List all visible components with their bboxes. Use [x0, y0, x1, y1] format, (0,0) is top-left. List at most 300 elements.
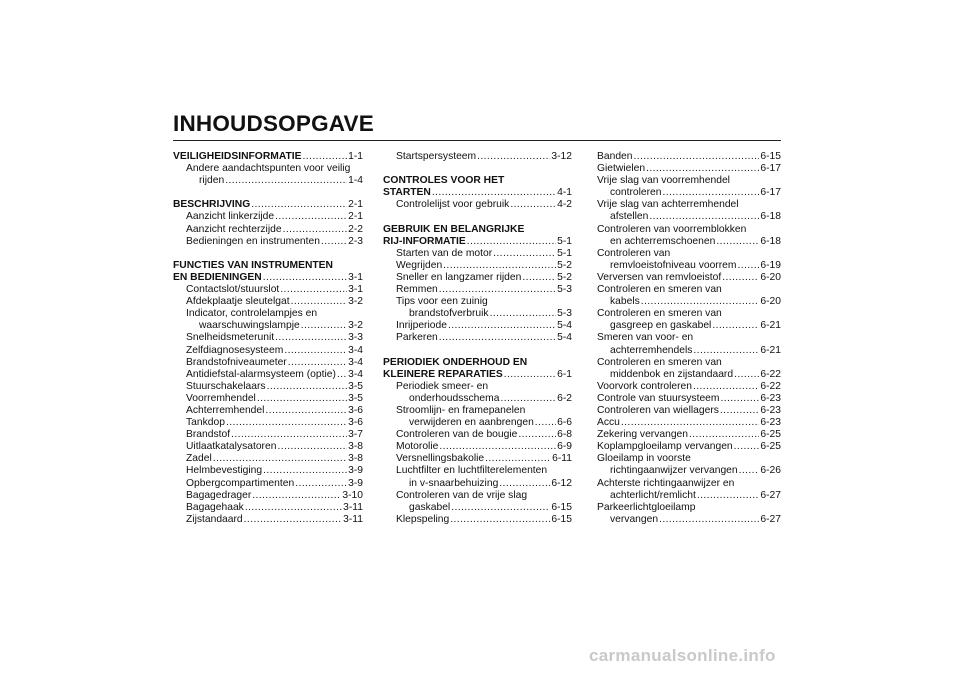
toc-entry[interactable] — [383, 502, 572, 514]
toc-spacer — [173, 248, 363, 260]
toc-entry — [597, 175, 781, 187]
toc-entry-title: rijden — [199, 175, 225, 187]
toc-leader-dots — [716, 236, 759, 248]
toc-leader-dots — [634, 151, 760, 163]
toc-page-number: 3-1 — [348, 284, 363, 296]
toc-entry[interactable] — [383, 248, 572, 260]
page-title: INHOUDSOPGAVE — [173, 111, 374, 136]
toc-entry[interactable] — [383, 393, 572, 405]
toc-leader-dots — [301, 320, 347, 332]
toc-leader-dots — [225, 175, 347, 187]
toc-entry[interactable] — [173, 320, 363, 332]
toc-page-number: 6-15 — [551, 513, 572, 525]
toc-entry-title: GEBRUIK EN BELANGRIJKE — [383, 223, 525, 235]
toc-entry-title: Klepspeling — [396, 513, 450, 525]
toc-page-number: 3-2 — [348, 320, 363, 332]
toc-entry[interactable] — [597, 187, 781, 199]
toc-entry[interactable] — [597, 381, 781, 393]
toc-page-number: 1-4 — [348, 175, 363, 187]
toc-entry-title: achterremhendels — [610, 344, 693, 356]
toc-entry-title: Starten van de motor — [396, 247, 493, 259]
toc-leader-dots — [275, 332, 347, 344]
toc-leader-dots — [663, 187, 760, 199]
toc-leader-dots — [504, 369, 556, 381]
toc-entry-title: middenbok en zijstandaard — [610, 368, 734, 380]
toc-entry[interactable] — [173, 417, 363, 429]
toc-entry-title: Luchtfilter en luchtfilterelementen — [396, 465, 548, 477]
toc-page-number: 3-12 — [551, 151, 572, 162]
toc-page-number: 6-27 — [760, 513, 781, 525]
toc-entry-title: Bagagehaak — [186, 501, 244, 513]
toc-entry[interactable] — [383, 199, 572, 211]
toc-page-number: 2-1 — [348, 211, 363, 223]
toc-page-number: 6-20 — [760, 296, 781, 308]
toc-entry[interactable] — [597, 163, 781, 175]
toc-entry[interactable] — [383, 272, 572, 284]
toc-entry[interactable] — [383, 429, 572, 441]
toc-page-number: 5-2 — [557, 259, 572, 271]
toc-entry — [383, 405, 572, 417]
toc-page-number: 6-23 — [760, 404, 781, 416]
toc-entry-title: Voorremhendel — [186, 392, 256, 404]
toc-spacer — [383, 211, 572, 223]
toc-entry-title: Controleren van de vrije slag — [396, 489, 528, 501]
toc-entry[interactable] — [173, 514, 363, 526]
toc-section-heading[interactable] — [173, 199, 363, 211]
toc-page-number: 3-8 — [348, 453, 363, 465]
toc-page-number: 6-12 — [551, 477, 572, 489]
toc-entry-title: Stroomlijn- en framepanelen — [396, 404, 526, 416]
toc-entry-title: Indicator, controlelampjes en — [186, 308, 318, 320]
toc-entry — [597, 332, 781, 344]
toc-entry[interactable] — [383, 417, 572, 429]
toc-entry[interactable] — [173, 224, 363, 236]
toc-entry[interactable] — [173, 296, 363, 308]
toc-leader-dots — [284, 345, 347, 357]
toc-entry-title: Zelfdiagnosesysteem — [186, 344, 284, 356]
toc-leader-dots — [499, 478, 550, 490]
toc-entry-title: Accu — [597, 417, 620, 429]
toc-leader-dots — [321, 236, 347, 248]
toc-entry[interactable] — [597, 345, 781, 357]
toc-entry — [597, 284, 781, 296]
toc-entry-title: Bagagedrager — [186, 489, 252, 501]
toc-entry-title: Controle van stuursysteem — [597, 392, 720, 404]
toc-entry[interactable] — [383, 284, 572, 296]
toc-leader-dots — [280, 284, 347, 296]
toc-section-heading[interactable] — [173, 151, 363, 163]
toc-leader-dots — [303, 151, 348, 163]
toc-page-number: 4-2 — [557, 199, 572, 211]
toc-entry-title: kabels — [610, 296, 640, 308]
toc-entry[interactable] — [597, 490, 781, 502]
toc-entry[interactable] — [597, 429, 781, 441]
toc-entry-title: Smeren van voor- en — [597, 332, 694, 344]
toc-leader-dots — [439, 284, 556, 296]
toc-leader-dots — [432, 187, 556, 199]
toc-leader-dots — [244, 514, 342, 526]
toc-entry-title: FUNCTIES VAN INSTRUMENTEN — [173, 259, 333, 271]
toc-page-number: 3-9 — [348, 477, 363, 489]
toc-page-number: 6-8 — [557, 429, 572, 441]
toc-leader-dots — [288, 357, 347, 369]
toc-entry[interactable] — [383, 151, 572, 163]
toc-entry-title: Antidiefstal-alarmsysteem (optie) — [186, 368, 336, 380]
toc-page-number: 5-1 — [557, 247, 572, 259]
toc-leader-dots — [263, 272, 347, 284]
toc-entry-title: Startspersysteem — [396, 151, 477, 162]
toc-entry[interactable] — [173, 357, 363, 369]
toc-entry-title: Andere aandachtspunten voor veilig — [186, 163, 351, 175]
toc-page-number: 6-26 — [760, 465, 781, 477]
toc-entry[interactable] — [383, 332, 572, 344]
toc-leader-dots — [295, 478, 347, 490]
title-underline — [173, 140, 781, 141]
toc-page-number: 6-15 — [551, 501, 572, 513]
toc-leader-dots — [510, 199, 556, 211]
toc-entry-title: STARTEN — [383, 187, 431, 199]
toc-entry-title: controleren — [610, 187, 662, 199]
toc-entry-title: RIJ-INFORMATIE — [383, 235, 466, 247]
toc-leader-dots — [443, 260, 556, 272]
toc-leader-dots — [734, 369, 759, 381]
toc-section-heading[interactable] — [383, 236, 572, 248]
toc-page-number: 6-20 — [760, 271, 781, 283]
toc-entry[interactable] — [173, 393, 363, 405]
toc-page-number: 5-4 — [557, 320, 572, 332]
toc-entry — [383, 381, 572, 393]
toc-page-number: 6-11 — [552, 453, 572, 465]
toc-entry-title: Versnellingsbakolie — [396, 453, 485, 465]
toc-entry-title: Achterste richtingaanwijzer en — [597, 477, 735, 489]
toc-leader-dots — [439, 332, 556, 344]
toc-page-number: 4-1 — [557, 187, 572, 199]
toc-page-number: 6-22 — [760, 368, 781, 380]
toc-entry[interactable] — [597, 272, 781, 284]
toc-leader-dots — [500, 393, 556, 405]
toc-leader-dots — [252, 490, 341, 502]
toc-page-number: 6-18 — [760, 235, 781, 247]
toc-section-heading[interactable] — [173, 272, 363, 284]
toc-page-number: 6-18 — [760, 211, 781, 223]
toc-entry-title: Gietwielen — [597, 163, 646, 175]
toc-leader-dots — [257, 393, 347, 405]
toc-page-number: 6-25 — [760, 441, 781, 453]
toc-entry-title: EN BEDIENINGEN — [173, 271, 262, 283]
toc-entry-title: Tips voor een zuinig — [396, 296, 488, 308]
toc-entry-title: Brandstofniveaumeter — [186, 356, 287, 368]
toc-spacer — [383, 345, 572, 357]
toc-entry[interactable] — [597, 417, 781, 429]
toc-entry-title: KLEINERE REPARATIES — [383, 368, 503, 380]
toc-entry[interactable] — [597, 405, 781, 417]
toc-entry-title: Zekering vervangen — [597, 429, 689, 441]
toc-entry-title: Sneller en langzamer rijden — [396, 271, 522, 283]
toc-page-number: 6-9 — [557, 441, 572, 453]
toc-entry — [597, 502, 781, 514]
toc-entry-title: in v-snaarbehuizing — [409, 477, 499, 489]
toc-entry[interactable] — [383, 514, 572, 526]
toc-entry[interactable] — [173, 502, 363, 514]
toc-entry — [173, 163, 363, 175]
toc-leader-dots — [275, 211, 347, 223]
toc-entry-title: Zijstandaard — [186, 513, 243, 525]
toc-leader-dots — [535, 417, 556, 429]
toc-entry[interactable] — [597, 514, 781, 526]
toc-entry[interactable] — [383, 441, 572, 453]
toc-leader-dots — [490, 308, 557, 320]
toc-leader-dots — [641, 296, 760, 308]
toc-entry-title: Afdekplaatje sleutelgat — [186, 296, 290, 308]
toc-entry-title: Inrijperiode — [396, 320, 447, 332]
toc-leader-dots — [485, 453, 551, 465]
toc-leader-dots — [448, 320, 556, 332]
toc-entry[interactable] — [173, 369, 363, 381]
toc-leader-dots — [245, 502, 342, 514]
toc-leader-dots — [477, 151, 550, 163]
toc-entry[interactable] — [173, 441, 363, 453]
toc-column-1 — [173, 151, 363, 526]
toc-leader-dots — [621, 417, 759, 429]
toc-entry-title: achterlicht/remlicht — [610, 489, 696, 501]
toc-leader-dots — [231, 429, 347, 441]
toc-entry-title: Periodiek smeer- en — [396, 380, 489, 392]
toc-page-number: 6-22 — [760, 380, 781, 392]
toc-page-number: 3-3 — [348, 332, 363, 344]
toc-page-number: 3-8 — [348, 441, 363, 453]
toc-entry[interactable] — [597, 296, 781, 308]
toc-page-number: 1-1 — [348, 151, 363, 162]
toc-leader-dots — [739, 465, 760, 477]
toc-page-number: 3-9 — [348, 465, 363, 477]
toc-entry-title: PERIODIEK ONDERHOUD EN — [383, 356, 528, 368]
toc-page-number: 2-3 — [348, 235, 363, 247]
toc-entry-title: afstellen — [610, 211, 649, 223]
toc-leader-dots — [693, 345, 759, 357]
toc-entry — [383, 465, 572, 477]
toc-entry-title: Controleren van wiellagers — [597, 404, 719, 416]
toc-entry-title: VEILIGHEIDSINFORMATIE — [173, 151, 302, 162]
toc-entry[interactable] — [597, 465, 781, 477]
toc-entry-title: Controlelijst voor gebruik — [396, 199, 510, 211]
toc-entry — [597, 199, 781, 211]
toc-entry-title: Bedieningen en instrumenten — [186, 235, 320, 247]
toc-leader-dots — [722, 272, 759, 284]
toc-leader-dots — [291, 296, 347, 308]
toc-entry-title: Stuurschakelaars — [186, 380, 266, 392]
toc-page-number: 6-2 — [557, 392, 572, 404]
toc-section-heading — [383, 175, 572, 187]
toc-section-heading[interactable] — [383, 187, 572, 199]
toc-page-number: 6-17 — [760, 187, 781, 199]
toc-entry[interactable] — [173, 453, 363, 465]
toc-entry[interactable] — [173, 284, 363, 296]
toc-entry — [383, 490, 572, 502]
toc-leader-dots — [646, 163, 759, 175]
toc-entry[interactable] — [597, 151, 781, 163]
toc-page-number: 6-27 — [760, 489, 781, 501]
toc-entry — [597, 308, 781, 320]
toc-leader-dots — [712, 320, 759, 332]
watermark-text: carmanualsonline.info — [589, 646, 776, 665]
toc-entry-title: brandstofverbruik — [409, 308, 489, 320]
toc-leader-dots — [267, 381, 348, 393]
toc-page-number: 6-21 — [760, 320, 781, 332]
toc-entry-title: BESCHRIJVING — [173, 199, 251, 211]
toc-page-number: 3-1 — [348, 271, 363, 283]
toc-entry-title: Banden — [597, 151, 633, 162]
toc-entry-title: Koplampgloeilamp vervangen — [597, 441, 733, 453]
toc-entry-title: Remmen — [396, 284, 438, 296]
toc-entry[interactable] — [173, 175, 363, 187]
toc-page-number: 5-2 — [557, 271, 572, 283]
toc-leader-dots — [720, 393, 759, 405]
toc-entry-title: richtingaanwijzer vervangen — [610, 465, 738, 477]
toc-entry-title: Aanzicht rechterzijde — [186, 223, 282, 235]
toc-entry[interactable] — [173, 345, 363, 357]
toc-leader-dots — [263, 465, 347, 477]
toc-page-number: 3-6 — [348, 404, 363, 416]
toc-entry-title: Parkeerlichtgloeilamp — [597, 501, 696, 513]
toc-entry — [383, 296, 572, 308]
toc-entry[interactable] — [383, 260, 572, 272]
toc-entry-title: Controleren en smeren van — [597, 356, 722, 368]
toc-entry[interactable] — [173, 332, 363, 344]
toc-entry[interactable] — [383, 478, 572, 490]
toc-page-number: 3-2 — [348, 296, 363, 308]
toc-leader-dots — [213, 453, 347, 465]
toc-entry-title: Gloeilamp in voorste — [597, 453, 691, 465]
toc-entry-title: Aanzicht linkerzijde — [186, 211, 275, 223]
toc-entry — [597, 224, 781, 236]
toc-entry[interactable] — [597, 260, 781, 272]
toc-section-heading — [383, 224, 572, 236]
toc-page-number: 3-7 — [348, 429, 363, 441]
toc-entry — [173, 308, 363, 320]
toc-entry — [597, 248, 781, 260]
toc-entry-title: verwijderen en aanbrengen — [409, 417, 534, 429]
toc-entry[interactable] — [173, 429, 363, 441]
toc-entry-title: en achterremschoenen — [610, 235, 716, 247]
toc-entry[interactable] — [173, 490, 363, 502]
toc-entry-title: Motorolie — [396, 441, 439, 453]
toc-leader-dots — [720, 405, 759, 417]
toc-entry-title: onderhoudsschema — [409, 392, 500, 404]
toc-leader-dots — [522, 272, 556, 284]
toc-leader-dots — [265, 405, 347, 417]
toc-entry-title: Vrije slag van voorremhendel — [597, 175, 730, 187]
toc-entry-title: remvloeistofniveau voorrem — [610, 259, 737, 271]
toc-entry[interactable] — [597, 236, 781, 248]
toc-entry-title: Zadel — [186, 453, 212, 465]
toc-entry-title: Snelheidsmeterunit — [186, 332, 275, 344]
toc-page-number: 2-2 — [348, 223, 363, 235]
toc-spacer — [383, 163, 572, 175]
toc-page-number: 6-25 — [760, 429, 781, 441]
toc-page-number: 6-23 — [760, 417, 781, 429]
toc-entry-title: Voorvork controleren — [597, 380, 693, 392]
toc-entry[interactable] — [597, 211, 781, 223]
toc-leader-dots — [734, 441, 760, 453]
toc-leader-dots — [251, 199, 347, 211]
toc-page-number: 6-17 — [760, 163, 781, 175]
toc-entry[interactable] — [597, 320, 781, 332]
toc-entry[interactable] — [173, 405, 363, 417]
toc-section-heading — [383, 357, 572, 369]
toc-leader-dots — [697, 490, 760, 502]
toc-section-heading[interactable] — [383, 369, 572, 381]
toc-entry-title: Tankdop — [186, 417, 225, 429]
toc-page-number: 6-6 — [557, 417, 572, 429]
toc-spacer — [173, 187, 363, 199]
toc-page-number: 6-1 — [557, 368, 572, 380]
toc-entry[interactable] — [597, 393, 781, 405]
toc-page-number: 3-4 — [348, 356, 363, 368]
toc-page-number: 5-4 — [557, 332, 572, 344]
toc-entry[interactable] — [173, 211, 363, 223]
toc-page-number: 5-3 — [557, 284, 572, 296]
toc-page-number: 3-6 — [348, 417, 363, 429]
toc-page-number: 6-19 — [760, 259, 781, 271]
toc-entry[interactable] — [173, 478, 363, 490]
toc-entry[interactable] — [383, 320, 572, 332]
toc-entry — [597, 453, 781, 465]
toc-entry-title: Controleren van voorremblokken — [597, 223, 747, 235]
toc-leader-dots — [493, 248, 556, 260]
toc-entry[interactable] — [383, 308, 572, 320]
toc-entry-title: Controleren en smeren van — [597, 308, 722, 320]
toc-page-number: 3-11 — [343, 513, 363, 525]
toc-entry[interactable] — [597, 369, 781, 381]
toc-entry-title: Wegrijden — [396, 259, 443, 271]
toc-leader-dots — [689, 429, 759, 441]
toc-entry[interactable] — [173, 381, 363, 393]
toc-page-number: 3-5 — [348, 392, 363, 404]
toc-entry — [597, 478, 781, 490]
toc-leader-dots — [693, 381, 759, 393]
toc-page-number: 5-3 — [557, 308, 572, 320]
toc-entry-title: Controleren en smeren van — [597, 284, 722, 296]
toc-entry-title: Controleren van — [597, 247, 671, 259]
toc-leader-dots — [277, 441, 347, 453]
toc-entry[interactable] — [173, 465, 363, 477]
toc-entry-title: Achterremhendel — [186, 404, 265, 416]
toc-entry[interactable] — [383, 453, 572, 465]
toc-entry-title: Vrije slag van achterremhendel — [597, 199, 739, 211]
toc-entry-title: Uitlaatkatalysatoren — [186, 441, 277, 453]
toc-page-number: 3-10 — [342, 489, 363, 501]
toc-leader-dots — [518, 429, 556, 441]
toc-entry-title: Contactslot/stuurslot — [186, 284, 280, 296]
toc-entry-title: Parkeren — [396, 332, 438, 344]
toc-entry-title: waarschuwingslampje — [199, 320, 300, 332]
toc-entry[interactable] — [597, 441, 781, 453]
toc-entry-title: Helmbevestiging — [186, 465, 263, 477]
toc-leader-dots — [659, 514, 759, 526]
toc-leader-dots — [439, 441, 556, 453]
toc-entry-title: Controleren van de bougie — [396, 429, 518, 441]
toc-section-heading — [173, 260, 363, 272]
toc-entry-title: Brandstof — [186, 429, 231, 441]
toc-leader-dots — [467, 236, 556, 248]
toc-entry-title: gasgreep en gaskabel — [610, 320, 712, 332]
toc-page-number: 3-11 — [343, 501, 363, 513]
toc-entry-title: Verversen van remvloeistof — [597, 271, 722, 283]
toc-page-number: 6-21 — [760, 344, 781, 356]
toc-leader-dots — [337, 369, 347, 381]
toc-leader-dots — [226, 417, 347, 429]
toc-entry[interactable] — [173, 236, 363, 248]
